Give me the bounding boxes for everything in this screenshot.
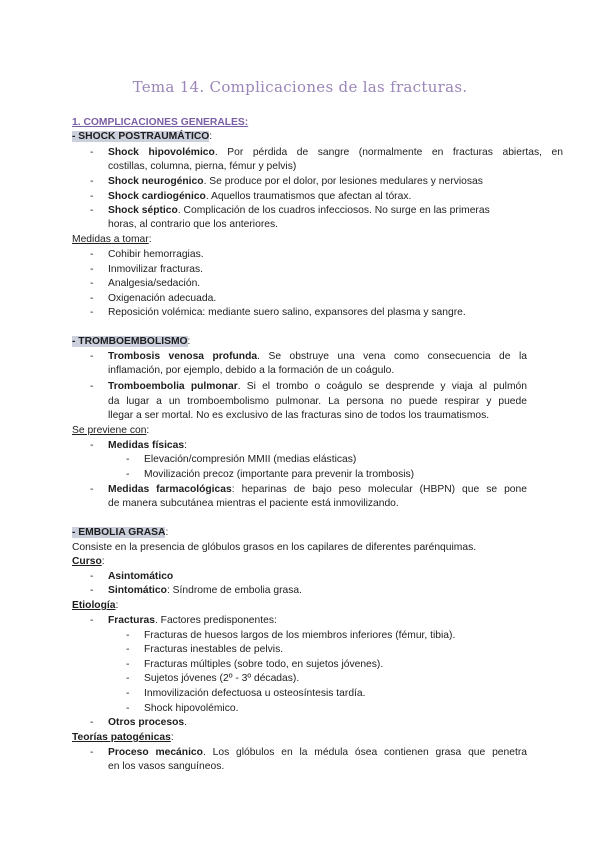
- previene-label: Se previene con:: [72, 425, 150, 436]
- list-item-cont: inflamación, por ejemplo, debido a la formación de un coágulo.: [108, 365, 395, 376]
- embolia-heading: - EMBOLIA GRASA:: [72, 527, 169, 538]
- list-item-cont: llegar a ser mortal. No es exclusivo de las fracturas sino de todos los traumatismos.: [108, 410, 490, 421]
- list-item-cont: costillas, columna, pierna, fémur y pelvis): [108, 161, 297, 172]
- teorias-label: Teorías patogénicas:: [72, 732, 174, 743]
- list-item-cont: en los vasos sanguíneos.: [108, 761, 225, 772]
- trombo-heading: - TROMBOEMBOLISMO:: [72, 336, 191, 347]
- embolia-intro: Consiste en la presencia de glóbulos grasos en los capilares de diferentes parénquimas.: [72, 542, 477, 553]
- section-heading: 1. COMPLICACIONES GENERALES:: [72, 117, 249, 128]
- shock-heading: - SHOCK POSTRAUMÁTICO:: [72, 131, 213, 142]
- etiologia-label: Etiología:: [72, 600, 119, 611]
- page-title: Tema 14. Complicaciones de las fracturas.: [132, 78, 468, 96]
- curso-label: Curso:: [72, 556, 105, 567]
- list-item-cont: horas, al contrario que los anteriores.: [108, 219, 278, 230]
- medidas-label: Medidas a tomar:: [72, 234, 152, 245]
- list-item-cont: de manera subcutánea mientras el paciente está inmovilizando.: [108, 498, 399, 509]
- list-item-cont: da lugar a un tromboembolismo pulmonar. La persona no puede respirar y puede: [108, 396, 527, 407]
